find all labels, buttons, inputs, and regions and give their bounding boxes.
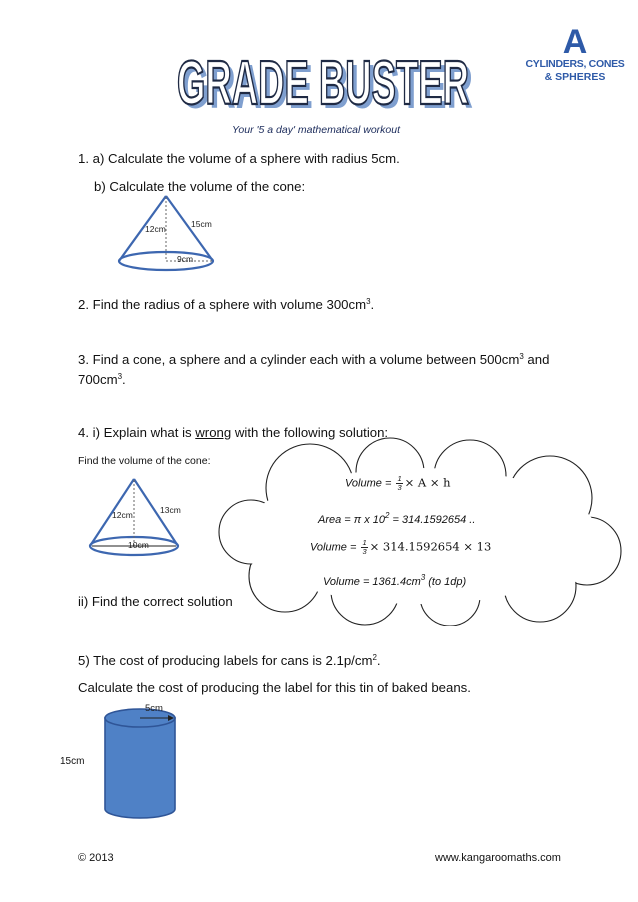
solution-line-2: Area = π x $10^2 = 314.1592654$ ..: [318, 511, 476, 526]
badge-letter: A: [562, 23, 588, 61]
question-4-instruction: Find the volume of the cone:: [78, 455, 211, 467]
question-5-line-2: Calculate the cost of producing the label for this tin of baked beans.: [78, 680, 471, 695]
question-4i: 4. i) Explain what is wrong with the following solution:: [78, 425, 389, 440]
question-3-line-1: 3. Find a cone, a sphere and a cylinder each with a volume between $500cm^3$ and: [78, 352, 550, 367]
cone1-height-label: 12cm: [145, 224, 166, 234]
website-link[interactable]: www.kangaroomaths.com: [435, 852, 561, 864]
grade-buster-logo: [168, 42, 478, 122]
cylinder-height-label: 15cm: [60, 756, 85, 767]
cone2-slant-label: 13cm: [160, 505, 181, 515]
cone-diagram-1: [112, 190, 232, 276]
cone-diagram-2: [84, 474, 204, 564]
copyright: © 2013: [78, 852, 114, 864]
badge-line-2: & SPHERES: [544, 71, 606, 83]
cone2-diameter-label: 10cm: [128, 540, 149, 550]
cylinder-diagram: [100, 706, 182, 822]
cone1-radius-label: 9cm: [177, 254, 194, 264]
question-5-line-1: 5) The cost of producing labels for cans is $2.1p/cm^2$.: [78, 653, 381, 668]
logo-shadow: GRADE BUSTER: [181, 53, 473, 122]
solution-line-4: Volume = $1361.4cm^3$ (to 1dp): [323, 573, 467, 588]
cone1-slant-label: 15cm: [191, 219, 212, 229]
cylinder-radius-label: 5cm: [145, 703, 163, 714]
solution-line-3: Volume = $\frac{1}{3}$ × 314.1592654 × 13: [310, 538, 492, 556]
badge-line-1: CYLINDERS, CONES: [525, 58, 625, 70]
logo-text: GRADE BUSTER: [177, 49, 469, 118]
solution-line-1: Volume = $\frac{1}{3}$ × A × h: [345, 474, 451, 492]
question-2: 2. Find the radius of a sphere with volume $300cm^3$.: [78, 297, 375, 312]
question-1a: 1. a) Calculate the volume of a sphere with radius 5cm.: [78, 151, 400, 166]
subtitle: Your '5 a day' mathematical workout: [232, 124, 401, 136]
question-4ii: ii) Find the correct solution: [78, 594, 233, 609]
cone2-height-label: 12cm: [112, 510, 133, 520]
cylinder-body: [105, 718, 175, 818]
topic-badge: [520, 23, 630, 84]
fraction-one-third: $\frac{1}{3}$: [362, 538, 367, 556]
solution-cloud: [215, 436, 625, 626]
question-1b: b) Calculate the volume of the cone:: [94, 179, 306, 194]
question-3-line-2: $700cm^3$.: [78, 372, 126, 387]
fraction-one-third: $\frac{1}{3}$: [397, 474, 402, 492]
underlined-wrong: wrong: [195, 425, 232, 440]
